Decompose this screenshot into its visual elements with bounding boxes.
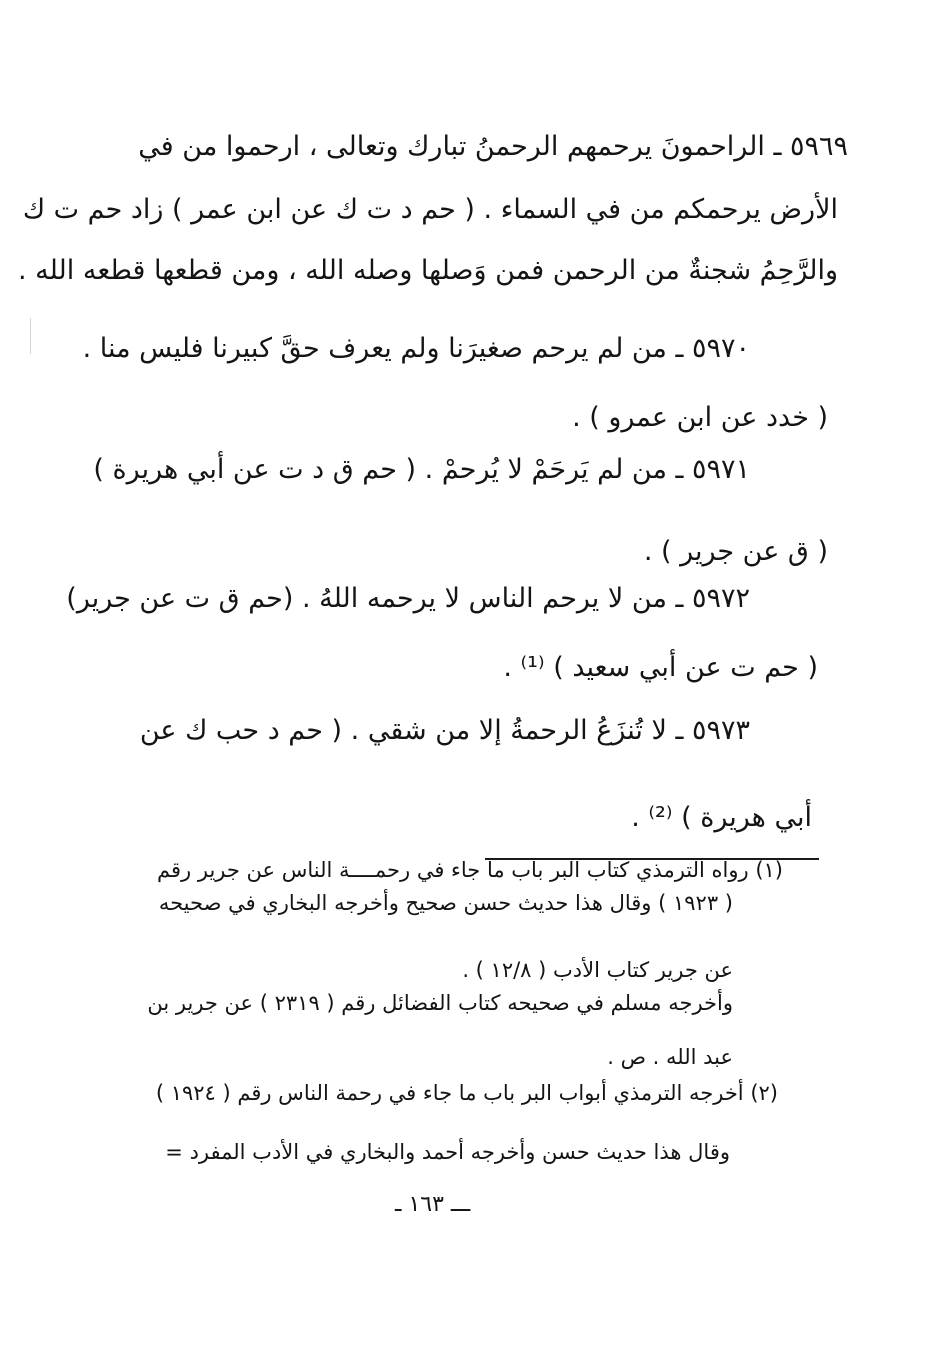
hadith-5971-line-1: ٥٩٧١ ـ من لم يَرحَمْ لا يُرحمْ . ( حم ق د ت عن أبي هريرة ) [93, 454, 750, 485]
footnote-1-line-1: (١) رواه الترمذي كتاب البر باب ما جاء في رحمــــة الناس عن جرير رقم [157, 858, 783, 882]
hadith-5969-line-2: الأرض يرحمكم من في السماء . ( حم د ت ك عن ابن عمر ) زاد حم ت ك [22, 194, 838, 225]
page-number: ـــ ١٦٣ ـ [395, 1192, 471, 1217]
footnote-1-line-4: وأخرجه مسلم في صحيحه كتاب الفضائل رقم ( ٢٣١٩ ) عن جرير بن [147, 991, 733, 1015]
hadith-5973-line-1: ٥٩٧٣ ـ لا تُنزَعُ الرحمةُ إلا من شقي . ( حم د حب ك عن [139, 715, 750, 746]
hadith-5969-line-1: ٥٩٦٩ ـ الراحمونَ يرحمهم الرحمنُ تبارك وتعالى ، ارحموا من في [138, 131, 848, 162]
hadith-5972-line-1: ٥٩٧٢ ـ من لا يرحم الناس لا يرحمه اللهُ . (حم ق ت عن جرير) [66, 583, 750, 614]
hadith-5973-line-2: أبي هريرة ) ⁽²⁾ . [631, 802, 812, 833]
footnote-2-line-2: وقال هذا حديث حسن وأخرجه أحمد والبخاري في الأدب المفرد = [165, 1140, 730, 1164]
page-edge-mark [30, 318, 31, 354]
hadith-5970-line-1: ٥٩٧٠ ـ من لم يرحم صغيرَنا ولم يعرف حقَّ كبيرنا فليس منا . [82, 333, 750, 364]
footnote-1-line-2: ( ١٩٢٣ ) وقال هذا حديث حسن صحيح وأخرجه البخاري في صحيحه [158, 891, 733, 915]
footnote-1-line-3: عن جرير كتاب الأدب ( ١٢/٨ ) . [462, 958, 733, 982]
hadith-5970-line-2: ( خدد عن ابن عمرو ) . [572, 402, 828, 433]
footnote-1-line-5: عبد الله . ص . [607, 1045, 733, 1069]
hadith-5969-line-3: والرَّحِمُ شجنةٌ من الرحمن فمن وَصلها وصله الله ، ومن قطعها قطعه الله . [17, 255, 838, 286]
hadith-5972-line-2: ( حم ت عن أبي سعيد ) ⁽¹⁾ . [503, 652, 818, 683]
hadith-5971-line-2: ( ق عن جرير ) . [643, 536, 828, 567]
footnote-2-line-1: (٢) أخرجه الترمذي أبواب البر باب ما جاء في رحمة الناس رقم ( ١٩٢٤ ) [155, 1081, 778, 1105]
